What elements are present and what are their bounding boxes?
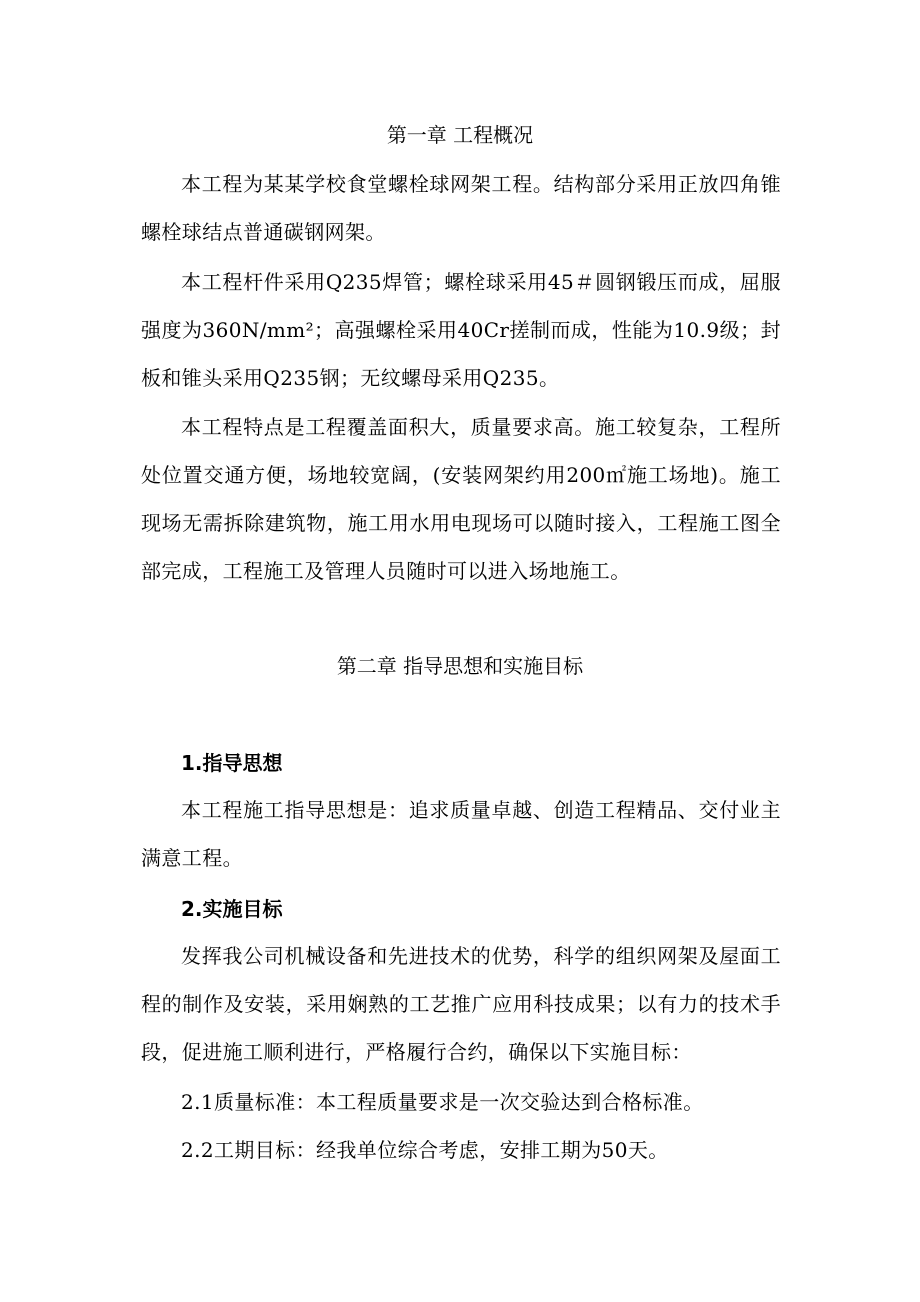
section2-item-quality: 2.1质量标准：本工程质量要求是一次交验达到合格标准。 xyxy=(181,1090,704,1114)
section2-heading: 2.实施目标 xyxy=(181,897,283,921)
section1-heading: 1.指导思想 xyxy=(181,751,283,775)
chapter1-paragraph-3: 本工程特点是工程覆盖面积大，质量要求高。施工较复杂，工程所处位置交通方便，场地较宽阔，(安装网架约用200㎡施工场地)。施工现场无需拆除建筑物，施工用水用电现场可以随时接入，工程施工图全部完成，工程施工及管理人员随时可以进入场地施工。 xyxy=(141,415,781,583)
chapter1-paragraph-2: 本工程杆件采用Q235焊管；螺栓球采用45＃圆钢锻压而成，屈服强度为360N/mm²；高强螺栓采用40Cr搓制而成，性能为10.9级；封板和锥头采用Q235钢；无纹螺母采用Q235。 xyxy=(141,270,781,390)
section2-item-schedule: 2.2工期目标：经我单位综合考虑，安排工期为50天。 xyxy=(181,1138,669,1162)
chapter1-paragraph-1: 本工程为某某学校食堂螺栓球网架工程。结构部分采用正放四角锥螺栓球结点普通碳钢网架。 xyxy=(141,172,781,244)
section2-text: 发挥我公司机械设备和先进技术的优势，科学的组织网架及屋面工程的制作及安装，采用娴熟的工艺推广应用科技成果；以有力的技术手段，促进施工顺利进行，严格履行合约，确保以下实施目标： xyxy=(141,944,781,1064)
chapter2-title: 第二章 指导思想和实施目标 xyxy=(336,654,584,678)
section1-text: 本工程施工指导思想是：追求质量卓越、创造工程精品、交付业主满意工程。 xyxy=(141,798,781,870)
chapter1-title: 第一章 工程概况 xyxy=(386,123,534,147)
